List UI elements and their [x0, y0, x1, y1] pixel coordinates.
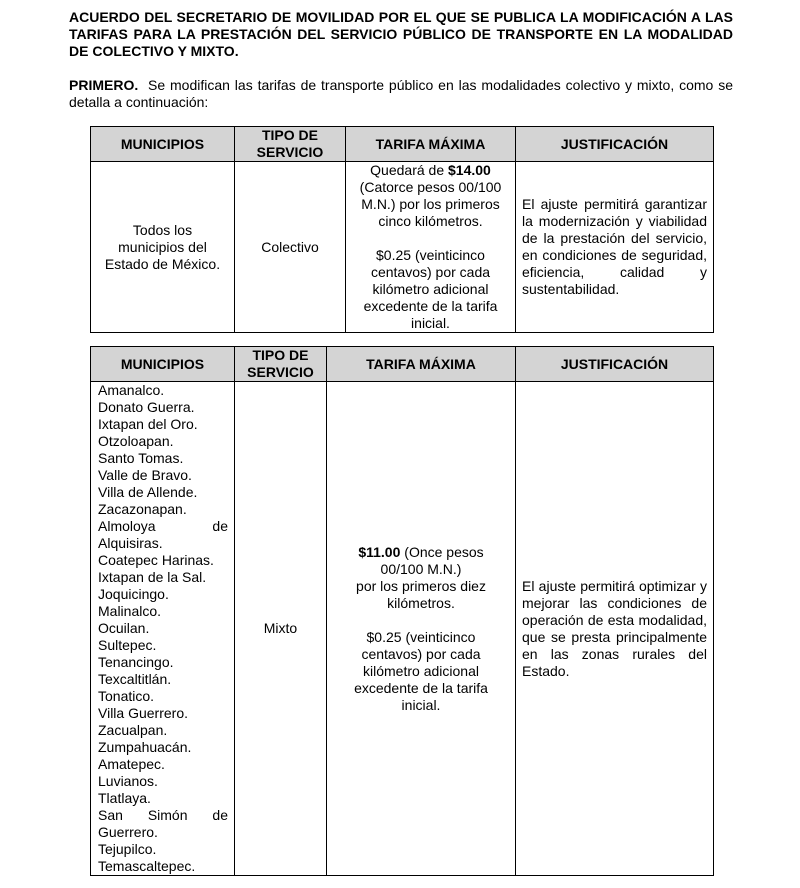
tarifa-amount: $14.00 — [448, 162, 491, 178]
table-header-row — [91, 127, 714, 162]
header-justificacion: JUSTIFICACIÓN — [516, 347, 714, 382]
list-item: Malinalco. — [98, 603, 162, 619]
list-item: Tlatlaya. — [98, 790, 151, 806]
intro-text: Se modifican las tarifas de transporte público en las modalidades colectivo y mixto, como se detalla a continuación: — [69, 77, 734, 110]
tarifa-maxima-cell: Quedará de $14.00 (Catorce pesos 00/100 M.N.) por los primeros cinco kilómetros. $0.25 (veinticinco centavos) por cada kilómetro adicional excedente de la tarifa inicial. — [346, 162, 516, 333]
tarifa-maxima-cell: $11.00 (Once pesos 00/100 M.N.) por los primeros diez kilómetros. $0.25 (veinticinco centavos) por cada kilómetro adicional excedente de la tarifa inicial. — [327, 382, 516, 876]
municipios-list-cell — [91, 382, 235, 876]
list-item: Otzoloapan. — [98, 433, 174, 449]
list-item: Almoloya de — [98, 518, 228, 534]
list-item: Ocuilan. — [98, 620, 150, 636]
table-header-row — [91, 347, 714, 382]
list-item: Villa de Allende. — [98, 484, 198, 500]
list-item: Luvianos. — [98, 773, 158, 789]
list-item: Tejupilco. — [98, 841, 157, 857]
list-item: Texcaltitlán. — [98, 671, 172, 687]
list-item: Alquisiras. — [98, 535, 163, 551]
list-item: Amatepec. — [98, 756, 165, 772]
list-item: San Simón de — [98, 807, 228, 823]
list-item: Zacualpan. — [98, 722, 168, 738]
list-item: Tonatico. — [98, 688, 155, 704]
table-row — [91, 162, 714, 333]
tarifa-adicional: $0.25 (veinticinco centavos) por cada kilómetro adicional excedente de la tarifa inicial. — [354, 628, 488, 713]
intro-paragraph — [69, 77, 733, 111]
justificacion-cell: El ajuste permitirá garantizar la modernización y viabilidad de la prestación del servicio, en condiciones de seguridad, eficiencia, calidad y sustentabilidad. — [516, 162, 714, 333]
header-municipios: MUNICIPIOS — [91, 127, 235, 162]
list-item: Zumpahuacán. — [98, 739, 192, 755]
municipios-cell: Todos los municipios del Estado de México. — [91, 162, 235, 333]
list-item: Coatepec Harinas. — [98, 552, 214, 568]
tarifa-amount: $11.00 — [358, 543, 401, 560]
list-item: Sultepec. — [98, 637, 157, 653]
header-tipo-servicio: TIPO DE SERVICIO — [235, 127, 346, 162]
list-item: Donato Guerra. — [98, 399, 195, 415]
list-item: Amanalco. — [98, 382, 165, 398]
list-item: Villa Guerrero. — [98, 705, 189, 721]
list-item: Santo Tomas. — [98, 450, 184, 466]
list-item: Joquicingo. — [98, 586, 169, 602]
list-item: Zacazonapan. — [98, 501, 187, 517]
justificacion-cell: El ajuste permitirá optimizar y mejorar las condiciones de operación de esta modalidad, que se presta principalmente en las zonas rurales del Estado. — [516, 382, 714, 876]
header-tarifa-maxima: TARIFA MÁXIMA — [327, 347, 516, 382]
header-justificacion: JUSTIFICACIÓN — [516, 127, 714, 162]
colectivo-tariff-table — [90, 126, 714, 333]
tipo-servicio-cell: Colectivo — [235, 162, 346, 333]
intro-label: PRIMERO. — [69, 77, 139, 93]
mixto-tariff-table — [90, 346, 714, 876]
header-tarifa-maxima: TARIFA MÁXIMA — [346, 127, 516, 162]
list-item: Temascaltepec. — [98, 858, 196, 874]
list-item: Tenancingo. — [98, 654, 174, 670]
table-row — [91, 382, 714, 876]
tipo-servicio-cell: Mixto — [235, 382, 327, 876]
list-item: Ixtapan del Oro. — [98, 416, 198, 432]
list-item: Guerrero. — [98, 824, 158, 840]
list-item: Ixtapan de la Sal. — [98, 569, 207, 585]
header-tipo-servicio: TIPO DE SERVICIO — [235, 347, 327, 382]
list-item: Valle de Bravo. — [98, 467, 192, 483]
header-municipios: MUNICIPIOS — [91, 347, 235, 382]
document-title: ACUERDO DEL SECRETARIO DE MOVILIDAD POR EL QUE SE PUBLICA LA MODIFICACIÓN A LAS TARIFAS PARA LA PRESTACIÓN DEL SERVICIO PÚBLICO DE TRANSPORTE EN LA MODALIDAD DE COLECTIVO Y MIXTO. — [69, 9, 733, 59]
tarifa-adicional: $0.25 (veinticinco centavos) por cada kilómetro adicional excedente de la tarifa inicial. — [363, 247, 498, 331]
